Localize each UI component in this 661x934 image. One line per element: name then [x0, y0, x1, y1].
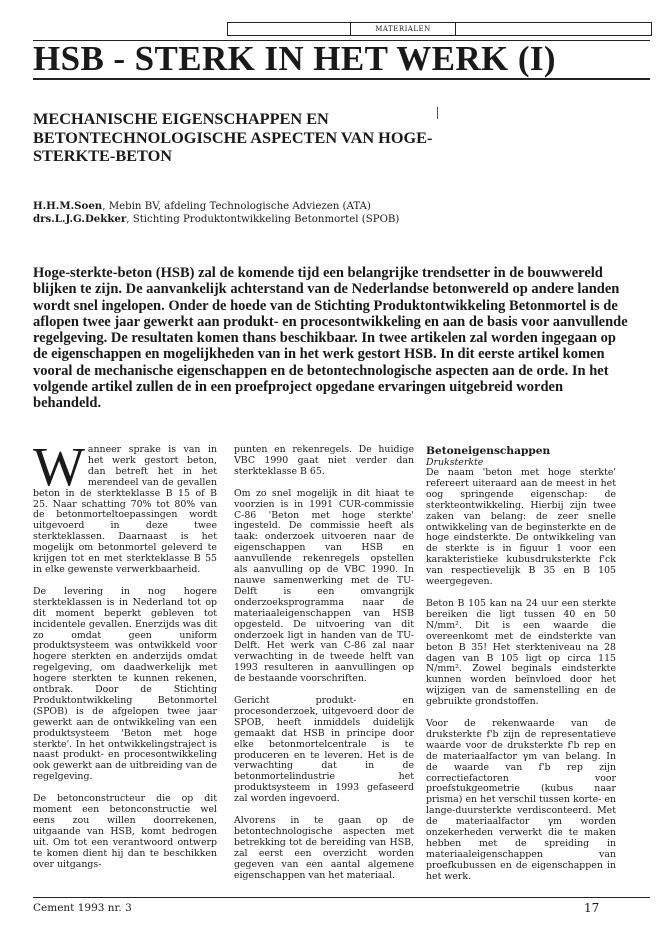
- article-subtitle: MECHANISCHE EIGENSCHAPPEN EN BETONTECHNOLOGISCHE ASPECTEN VAN HOGE-STERKTE-BETON: [33, 109, 433, 165]
- body-paragraph: De betonconstructeur die op dit moment een betonconstructie wel eens zou willen doorrekenen, uitgaande van HSB, komt bedrogen uit. Om tot een verantwoord ontwerp te komen dient hij dan te beschikken over uitgangs-: [33, 793, 217, 870]
- drop-cap: W: [33, 436, 85, 497]
- body-paragraph: De levering in nog hogere sterkteklassen is in Nederland tot op dit moment beperkt gebleven tot incidentele gevallen. Enerzijds was dit zo omdat geen uniform produktsysteem was ontwikkeld voor hogere sterkten en anderzijds omdat regelgeving, om daadwerkelijk met hogere sterkten te kunnen rekenen, ontbrak. Door de Stichting Produktontwikkeling Betonmortel (SPOB) is de afgelopen twee jaar gewerkt aan de ontwikkeling van een produktsysteem 'Beton met hoge sterkte'. In het ontwikkelingstraject is naast produkt- en procesontwikkeling ook gewerkt aan de uitbreiding van de regelgeving.: [33, 585, 218, 783]
- body-paragraph: Alvorens in te gaan op de betontechnologische aspecten met betrekking tot de bereiding van HSB, zal eerst een overzicht worden gegeven van een aantal algemene eigenschappen van het materiaal.: [234, 815, 414, 881]
- lead-paragraph: Hoge-sterkte-beton (HSB) zal de komende tijd een belangrijke trendsetter in de bouwwereld blijken te zijn. De aanvankelijk achterstand van de Nederlandse betonwereld op andere landen wordt snel ingelopen. Onder de hoede van de Stichting Produktontwikkeling Betonmortel is de aflopen twee jaar gewerkt aan produkt- en procesontwikkeling en aan de basis voor aanvullende regelgeving. De resultaten komen thans beschikbaar. In twee artikelen zal worden ingegaan op de eigenschappen en mogelijkheden van in het werk gestort HSB. In dit eerste artikel komen vooral de mechanische eigenschappen en de betontechnologische aspecten aan de orde. In het volgende artikel zullen de in een proefproject opgedane ervaringen uitgebreid worden behandeld.: [33, 265, 628, 412]
- author-affiliation: , Mebin BV, afdeling Technologische Adviezen (ATA): [102, 201, 371, 212]
- text-column-1: [33, 436, 218, 882]
- page-number: 17: [584, 901, 600, 915]
- body-paragraph: Gericht produkt- en procesonderzoek, uitgevoerd door de SPOB, heeft inmiddels duidelijk gemaakt dat HSB in principe door elke betonmortelcentrale is te produceren en te leveren. Het is de verwachting dat in de betonmortelindustrie het produktsysteem in 1993 gefaseerd zal worden ingevoerd.: [234, 695, 414, 805]
- body-paragraph: punten en rekenregels. De huidige VBC 1990 gaat niet verder dan sterkteklasse B 65.: [234, 444, 414, 477]
- section-subheading: Druksterkte: [426, 457, 484, 468]
- bottom-rule: [33, 897, 650, 898]
- authors: [33, 200, 399, 226]
- title-rule: [33, 78, 650, 80]
- body-paragraph: Beton B 105 kan na 24 uur een sterkte bereiken die ligt tussen 40 en 50 N/mm². Dit is een waarde die overeenkomt met de eindsterkte van beton B 35! Het sterkteniveau na 28 dagen van B 105 ligt op circa 115 N/mm². Zowel beginals eindsterkte kunnen worden beïnvloed door het wijzigen van de samenstelling en de gebruikte grondstoffen.: [426, 597, 616, 708]
- rubric-cell: [350, 23, 456, 35]
- body-paragraph: [33, 436, 217, 576]
- body-paragraph: De naam 'beton met hoge sterkte' refereert uiteraard aan de meest in het oog springende eigenschap: de sterkteontwikkeling. Hierbij zijn twee zaken van belang: de zeer snelle ontwikkeling van de beginsterkte en de hoge eindsterkte. De ontwikkeling van de sterkte is in figuur 1 voor een karakteristieke kubusdruksterkte f'ck van respectievelijk B 35 en B 105 weergegeven.: [426, 467, 616, 588]
- author-affiliation: , Stichting Produktontwikkeling Betonmortel (SPOB): [126, 214, 400, 225]
- section-heading: Betoneigenschappen: [426, 445, 551, 457]
- author-name: drs.L.J.G.Dekker: [33, 213, 127, 225]
- text-column-3: [426, 445, 616, 894]
- article-title: HSB - STERK IN HET WERK (I): [33, 39, 556, 78]
- journal-issue: Cement 1993 nr. 3: [33, 902, 132, 914]
- body-paragraph: Om zo snel mogelijk in dit hiaat te voorzien is in 1991 CUR-commissie C-86 'Beton met hoge sterkte' ingesteld. De commissie heeft als taak: onderzoek uitvoeren naar de eigenschappen van HSB en aanvullende rekenregels opstellen als aanvulling op de VBC 1990. In nauwe samenwerking met de TU-Delft is een omvangrijk onderzoeksprogramma naar de materiaaleigenschappen van HSB opgesteld. De uitvoering van dit onderzoek ligt in handen van de TU-Delft. Het werk van C-86 zal naar verwachting in de tweede helft van 1993 resulteren in aanvullingen op de bestaande voorschriften.: [234, 487, 414, 685]
- text-column-2: [234, 445, 414, 893]
- rubric-box: [227, 22, 652, 36]
- author-line: [33, 200, 399, 213]
- body-paragraph: Voor de rekenwaarde van de druksterkte f'b zijn de representatieve waarde voor de druksterkte f'b rep en de materiaalfactor γm van belang. In de waarde van f'b rep zijn correctiefactoren voor proefstukgeometrie (kubus naar prisma) en het verschil tussen korte- en lange-duursterkte verdisconteerd. Met de materiaalfactor γm worden onzekerheden verwerkt die te maken hebben met de spreiding in materiaaleigenschappen van proefkubussen en de eigenschappen in het werk.: [426, 718, 616, 882]
- author-line: [33, 213, 399, 226]
- rubric-label: MATERIALEN: [375, 25, 431, 33]
- author-name: H.H.M.Soen: [33, 200, 103, 212]
- body-text: anneer sprake is van in het werk gestort beton, dan betreft het in het merendeel van de gevallen beton in de sterkteklasse B 15 of B 25. Naar schatting 70% tot 80% van de betonmorteltoepassingen wordt uitgevoerd in deze twee sterkteklassen. Daarnaast is het mogelijk om betonmortel geleverd te krijgen tot en met sterkteklasse B 55 in elke gewenste verwerkbaarheid.: [33, 444, 217, 575]
